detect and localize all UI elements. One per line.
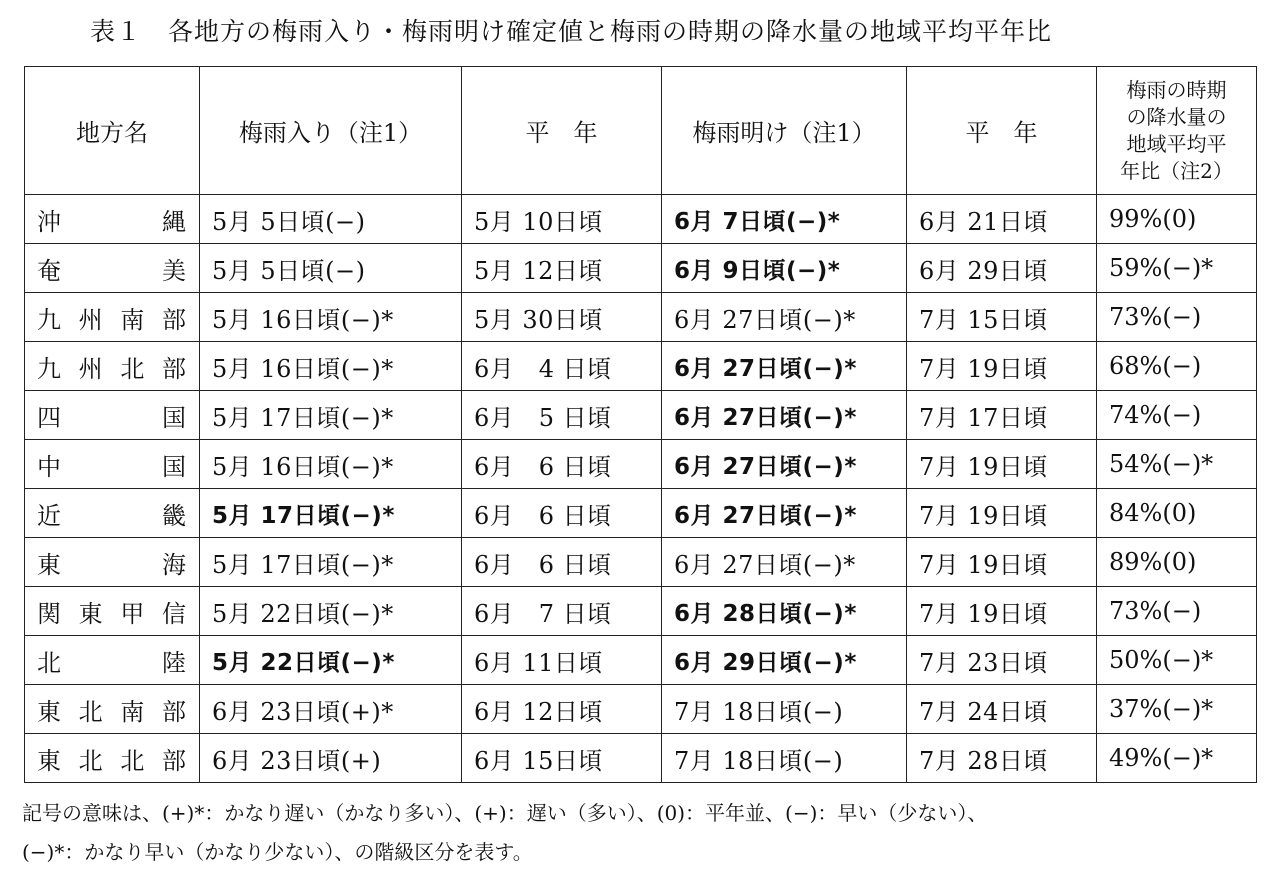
cell-onset: 5月 16日頃(−)*: [200, 440, 462, 489]
table-row: [25, 391, 1257, 440]
cell-region: 九州南部: [25, 293, 200, 342]
header-ratio-line: 地域平均平: [1126, 131, 1227, 156]
cell-end: 6月 27日頃(−)*: [662, 342, 907, 391]
cell-end-normal: 7月 19日頃: [907, 440, 1097, 489]
document-title: 表１ 各地方の梅雨入り・梅雨明け確定値と梅雨の時期の降水量の地域平均平年比: [90, 17, 1053, 46]
header-ratio-line: 年比（注2）: [1120, 158, 1233, 183]
cell-ratio: 54%(−)*: [1097, 440, 1257, 489]
cell-region: 四国: [25, 391, 200, 440]
cell-onset-normal: 6月 11日頃: [462, 636, 662, 685]
cell-region: 東北北部: [25, 734, 200, 783]
table-body: [25, 195, 1257, 783]
table-row: [25, 538, 1257, 587]
cell-end-normal: 6月 29日頃: [907, 244, 1097, 293]
table-row: [25, 440, 1257, 489]
cell-end: 6月 7日頃(−)*: [662, 195, 907, 244]
tsuyu-table: [24, 66, 1257, 783]
cell-end: 6月 28日頃(−)*: [662, 587, 907, 636]
cell-onset-normal: 6月 5 日頃: [462, 391, 662, 440]
header-end: 梅雨明け（注1）: [662, 67, 907, 195]
cell-onset: 5月 17日頃(−)*: [200, 538, 462, 587]
cell-end-normal: 7月 19日頃: [907, 587, 1097, 636]
cell-end: 7月 18日頃(−): [662, 734, 907, 783]
cell-region: 東海: [25, 538, 200, 587]
cell-region: 九州北部: [25, 342, 200, 391]
cell-end-normal: 7月 24日頃: [907, 685, 1097, 734]
cell-end-normal: 7月 19日頃: [907, 342, 1097, 391]
cell-end-normal: 6月 21日頃: [907, 195, 1097, 244]
table-row: [25, 342, 1257, 391]
cell-onset: 5月 16日頃(−)*: [200, 342, 462, 391]
cell-ratio: 99%(0): [1097, 195, 1257, 244]
cell-ratio: 37%(−)*: [1097, 685, 1257, 734]
cell-onset-normal: 6月 4 日頃: [462, 342, 662, 391]
cell-onset-normal: 6月 6 日頃: [462, 440, 662, 489]
table-row: [25, 685, 1257, 734]
cell-end: 6月 27日頃(−)*: [662, 440, 907, 489]
cell-onset: 5月 5日頃(−): [200, 195, 462, 244]
cell-ratio: 50%(−)*: [1097, 636, 1257, 685]
cell-end: 6月 29日頃(−)*: [662, 636, 907, 685]
cell-ratio: 73%(−): [1097, 293, 1257, 342]
cell-end-normal: 7月 23日頃: [907, 636, 1097, 685]
cell-onset: 5月 5日頃(−): [200, 244, 462, 293]
cell-onset-normal: 6月 7 日頃: [462, 587, 662, 636]
table-row: [25, 734, 1257, 783]
header-end-normal: 平 年: [907, 67, 1097, 195]
cell-end-normal: 7月 17日頃: [907, 391, 1097, 440]
footnote-line: (−)*：かなり早い（かなり少ない）、の階級区分を表す。: [22, 840, 533, 864]
table-row: [25, 587, 1257, 636]
cell-region: 北陸: [25, 636, 200, 685]
header-onset-normal: 平 年: [462, 67, 662, 195]
cell-ratio: 68%(−): [1097, 342, 1257, 391]
cell-onset: 5月 17日頃(−)*: [200, 391, 462, 440]
cell-end: 6月 27日頃(−)*: [662, 489, 907, 538]
cell-region: 奄美: [25, 244, 200, 293]
table-row: [25, 489, 1257, 538]
cell-region: 近畿: [25, 489, 200, 538]
cell-onset-normal: 5月 30日頃: [462, 293, 662, 342]
cell-end-normal: 7月 15日頃: [907, 293, 1097, 342]
cell-onset: 6月 23日頃(+): [200, 734, 462, 783]
cell-end-normal: 7月 19日頃: [907, 538, 1097, 587]
cell-onset-normal: 6月 15日頃: [462, 734, 662, 783]
cell-region: 東北南部: [25, 685, 200, 734]
table-row: [25, 244, 1257, 293]
cell-onset-normal: 6月 12日頃: [462, 685, 662, 734]
header-onset: 梅雨入り（注1）: [200, 67, 462, 195]
cell-end: 7月 18日頃(−): [662, 685, 907, 734]
cell-end: 6月 27日頃(−)*: [662, 538, 907, 587]
table-header-row: [25, 67, 1257, 195]
cell-end: 6月 27日頃(−)*: [662, 391, 907, 440]
table-row: [25, 636, 1257, 685]
table-row: [25, 195, 1257, 244]
footnote-line: 記号の意味は、(+)*：かなり遅い（かなり多い）、(+)：遅い（多い）、(0)：平年並、(−)：早い（少ない）、: [22, 801, 988, 825]
header-ratio-line: 梅雨の時期: [1126, 77, 1227, 102]
cell-ratio: 74%(−): [1097, 391, 1257, 440]
header-ratio-line: の降水量の: [1126, 104, 1227, 129]
cell-onset-normal: 6月 6 日頃: [462, 489, 662, 538]
cell-onset-normal: 5月 10日頃: [462, 195, 662, 244]
cell-onset: 5月 22日頃(−)*: [200, 587, 462, 636]
cell-onset: 6月 23日頃(+)*: [200, 685, 462, 734]
cell-end-normal: 7月 28日頃: [907, 734, 1097, 783]
cell-onset-normal: 5月 12日頃: [462, 244, 662, 293]
cell-onset: 5月 16日頃(−)*: [200, 293, 462, 342]
cell-region: 中国: [25, 440, 200, 489]
cell-end: 6月 9日頃(−)*: [662, 244, 907, 293]
table-row: [25, 293, 1257, 342]
cell-ratio: 89%(0): [1097, 538, 1257, 587]
cell-onset: 5月 22日頃(−)*: [200, 636, 462, 685]
header-ratio: [1097, 67, 1257, 195]
cell-region: 沖縄: [25, 195, 200, 244]
cell-onset: 5月 17日頃(−)*: [200, 489, 462, 538]
cell-ratio: 49%(−)*: [1097, 734, 1257, 783]
cell-ratio: 73%(−): [1097, 587, 1257, 636]
cell-ratio: 59%(−)*: [1097, 244, 1257, 293]
cell-ratio: 84%(0): [1097, 489, 1257, 538]
cell-end: 6月 27日頃(−)*: [662, 293, 907, 342]
cell-onset-normal: 6月 6 日頃: [462, 538, 662, 587]
header-region: 地方名: [25, 67, 200, 195]
cell-end-normal: 7月 19日頃: [907, 489, 1097, 538]
cell-region: 関東甲信: [25, 587, 200, 636]
